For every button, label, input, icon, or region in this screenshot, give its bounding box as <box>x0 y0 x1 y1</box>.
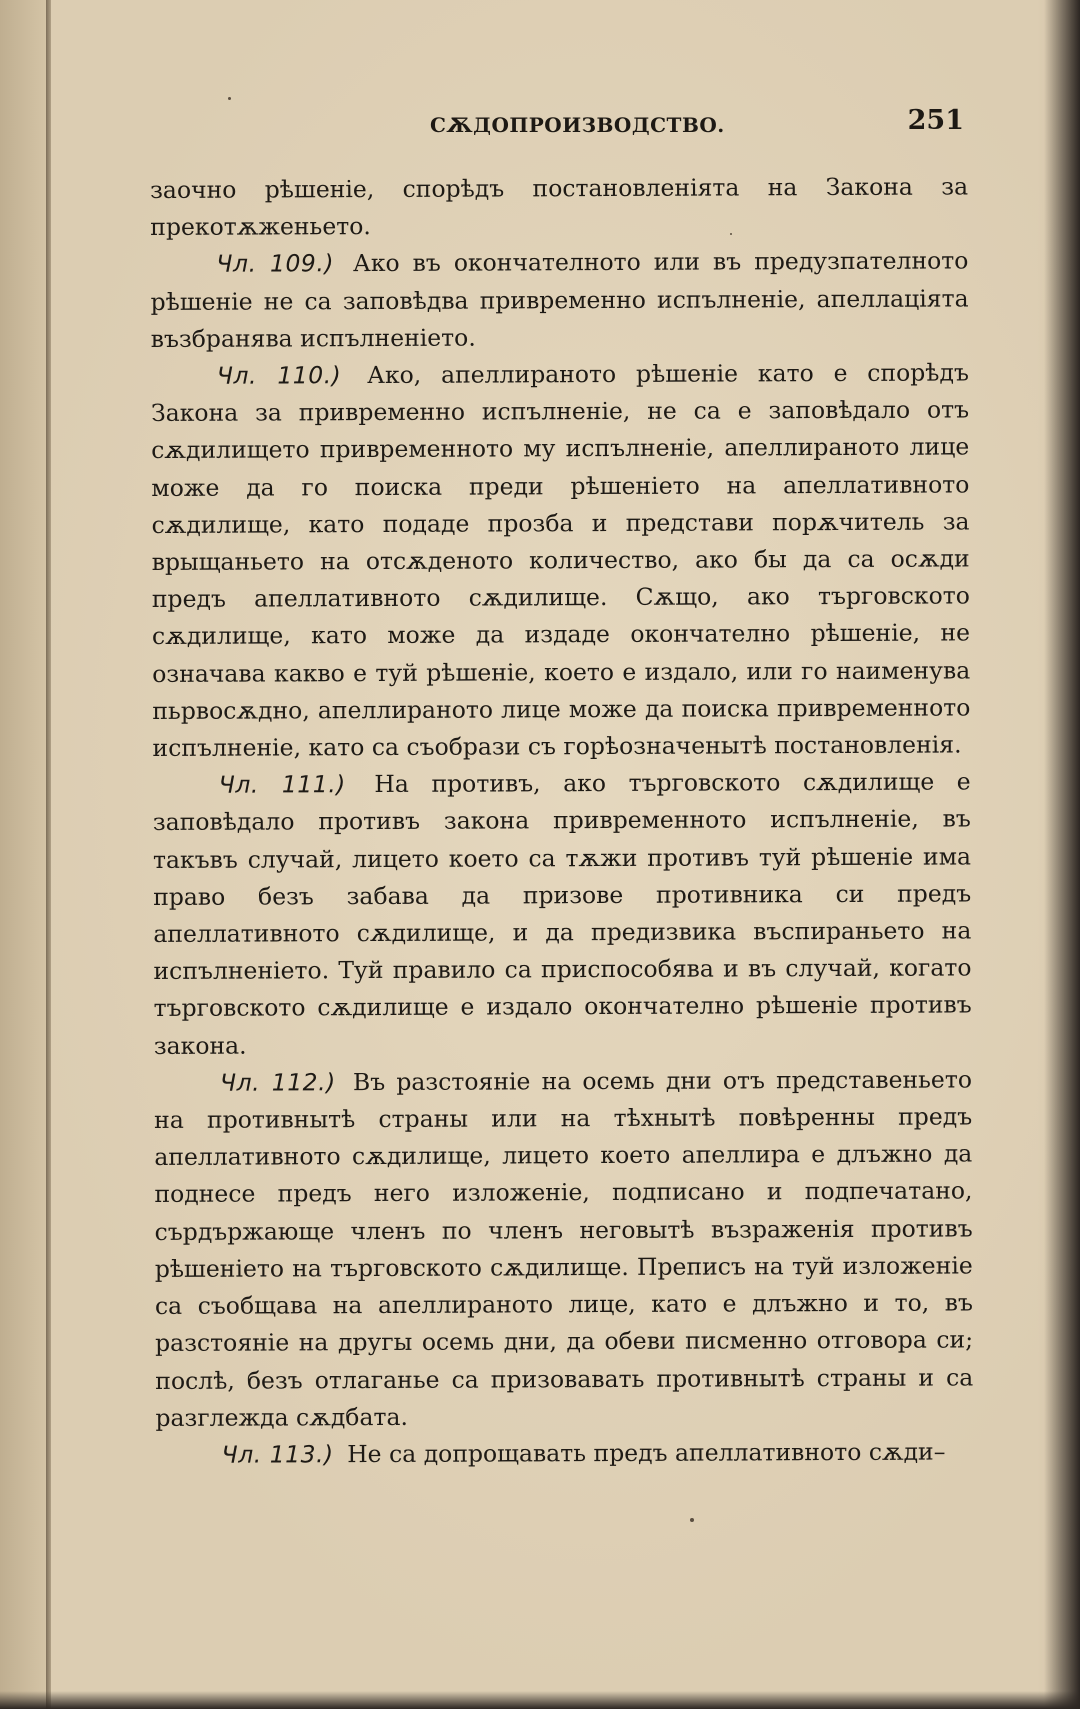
page-header <box>150 105 980 147</box>
article-label: Чл. 111.) <box>218 770 346 799</box>
article-label: Чл. 113.) <box>221 1440 334 1469</box>
running-head: СѪДОПРОИЗВОДСТВО. <box>430 113 725 137</box>
page-right-edge <box>1044 0 1080 1709</box>
paragraph-continuation: заочно рѣшеніе, спорѣдъ постановленіята на Закона за прекотѫженьето. <box>150 172 969 242</box>
article-text: Не са допрощавать предъ апеллативното сѫди– <box>347 1437 946 1469</box>
article-text: Ако, апеллираното рѣшеніе като е спорѣдъ Закона за привременно испълненіе, не са е заповѣдало отъ сѫдилището привременното му испълненіе, апеллираното лице може да го поиска преди рѣшеніето на апеллативното сѫдилище, като подаде прозба и представи порѫчитель за врыщаньето на отсѫденото количество, ако бы да са осѫди предъ апеллативното сѫдилище. Сѫщо, ако търговското сѫдилище, като може да издаде окончателно рѣшеніе, не означава какво е туй рѣшеніе, което е издало, или го наименува пьрвосѫдно, апеллираното лице може да поиска привременното испълненіе, като са съобрази съ горѣозначенытѣ постановленія. <box>150 358 971 763</box>
page-gutter-shadow <box>0 0 46 1709</box>
article-112 <box>154 1061 974 1437</box>
page-body <box>150 168 974 1474</box>
article-111 <box>153 764 972 1065</box>
page-binding-edge <box>46 0 51 1709</box>
article-110 <box>151 354 971 767</box>
article-label: Чл. 110.) <box>216 361 342 390</box>
paper-speck <box>228 97 231 100</box>
article-label: Чл. 109.) <box>216 249 335 279</box>
article-text: Въ разстояніе на осемь дни отъ представеньето на противнытѣ страны или на тѣхнытѣ повѣренны предъ апеллативното сѫдилище, лицето което апеллира е длъжно да поднесе предъ него изложеніе, подписано и подпечатано, сърдържающе членъ по членъ неговытѣ възраженія противъ рѣшеніето на търговското сѫдилище. Преписъ на туй изложеніе са съобщава на апеллираното лице, като е длъжно и то, въ разстояніе на другы осемь дни, да обеви писменно отговора си; послѣ, безъ отлаганье са призовавать противнытѣ страны и са разглежда сѫдбата. <box>154 1065 974 1432</box>
paper-speck <box>690 1518 694 1522</box>
page-number: 251 <box>907 105 964 136</box>
article-113 <box>156 1433 974 1474</box>
article-109 <box>150 243 968 358</box>
page-bottom-edge <box>0 1691 1080 1709</box>
article-text: На противъ, ако търговското сѫдилище е заповѣдало противъ закона привременното испълненіе, въ такъвъ случай, лицето което са тѫжи противъ туй рѣшеніе има право безъ забава да призове противника си предъ апеллативното сѫдилище, и да предизвика въспираньето на испълненіето. Туй правило са приспособява и въ случай, когато търговското сѫдилище е издало окончателно рѣшеніе противъ закона. <box>152 767 972 1060</box>
article-text: Ако въ окончателното или въ предузпателното рѣшеніе не са заповѣдва привременно испълненіе, апеллацiята възбранява испълненіето. <box>150 246 969 353</box>
article-label: Чл. 112.) <box>219 1068 336 1097</box>
